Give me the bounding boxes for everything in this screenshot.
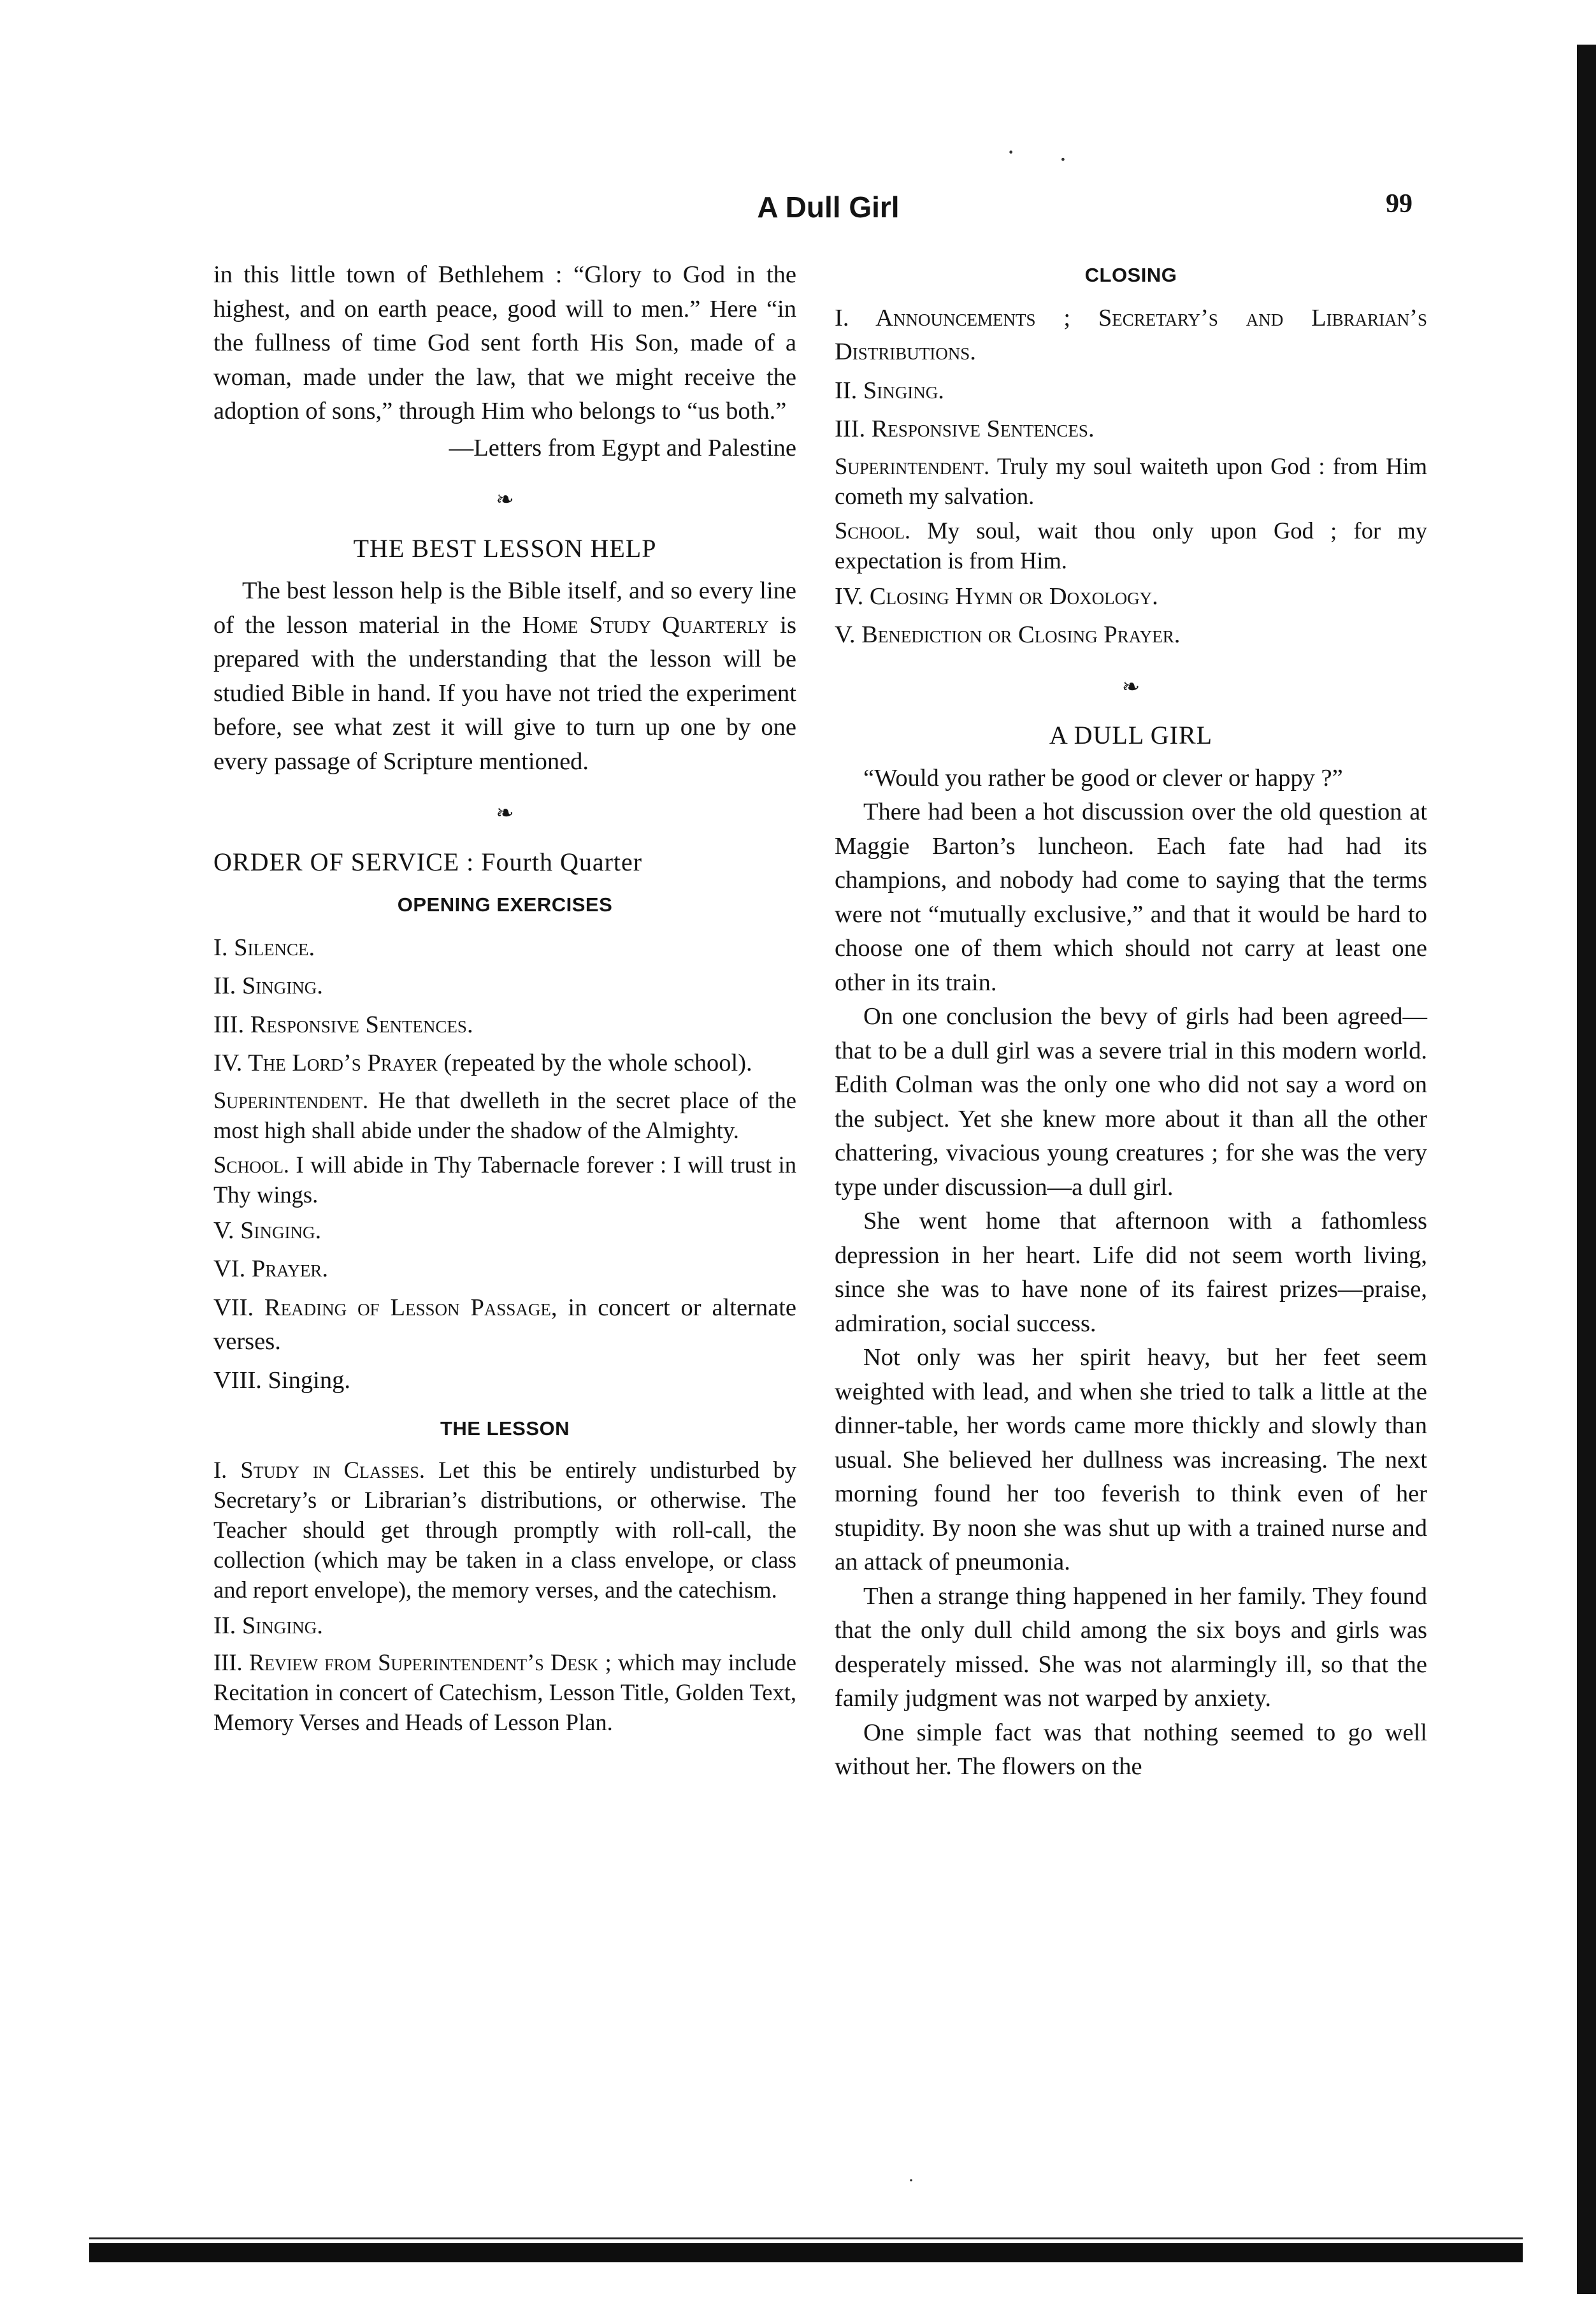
list-item: I. Study in Classes. Let this be entirely undisturbed by Secretary’s or Librarian’s distributions, or otherwise. The Teacher should get through promptly with roll-call, the collection (which may be taken in a class envelope, or class and report envelope), the memory verses, and the catechism. bbox=[213, 1456, 796, 1603]
opening-exercises-title: OPENING EXERCISES bbox=[397, 893, 613, 916]
list-item: V. Singing. bbox=[213, 1217, 322, 1244]
bottom-rule bbox=[89, 2243, 1523, 2262]
left-column bbox=[213, 258, 796, 1742]
story-title: A DULL GIRL bbox=[1049, 721, 1213, 749]
list-item: III. Responsive Sentences. bbox=[835, 415, 1095, 442]
list-item: II. Singing. bbox=[213, 972, 323, 999]
list-item: VIII. Singing. bbox=[213, 1366, 350, 1394]
list-item: V. Benediction or Closing Prayer. bbox=[835, 621, 1181, 648]
order-of-service-title: ORDER OF SERVICE : Fourth Quarter bbox=[213, 847, 643, 876]
page-number: 99 bbox=[1386, 189, 1413, 219]
list-item: I. Silence. bbox=[213, 934, 315, 961]
story-paragraph: She went home that afternoon with a fathomless depression in her heart. Life did not seem worth living, since she was to have none of its fairest prizes—praise, admiration, social success. bbox=[835, 1208, 1427, 1337]
list-item: II. Singing. bbox=[213, 1612, 323, 1639]
story-paragraph: “Would you rather be good or clever or happy ?” bbox=[863, 764, 1343, 791]
bottom-hairline bbox=[89, 2237, 1523, 2239]
scan-edge bbox=[1577, 45, 1596, 2294]
list-item: IV. The Lord’s Prayer (repeated by the whole school). bbox=[213, 1050, 752, 1076]
list-item: IV. Closing Hymn or Doxology. bbox=[835, 582, 1158, 610]
story-paragraph: One simple fact was that nothing seemed to go well without her. The flowers on the bbox=[835, 1719, 1427, 1780]
story-paragraph: On one conclusion the bevy of girls had been agreed—that to be a dull girl was a severe trial in this modern world. Edith Colman was the only one who did not say a word on the subject. Yet she knew more about it than all the other chattering, vivacious young creatures ; for she was the very type under discussion—a dull girl. bbox=[835, 1003, 1427, 1201]
story-paragraph: There had been a hot discussion over the old question at Maggie Barton’s luncheon. Each fate had had its champions, and nobody had come to saying that the terms were not “mutually exclusive,” and that it would be hard to choose one of them which should not carry at least one other in its train. bbox=[835, 798, 1427, 996]
attribution: —Letters from Egypt and Palestine bbox=[449, 434, 796, 461]
story-paragraph: Then a strange thing happened in her family. They found that the only dull child among the six boys and girls was desperately missed. She was not alarmingly ill, so that the family judgment was not warped by anxiety. bbox=[835, 1582, 1427, 1712]
list-item: III. Responsive Sentences. bbox=[213, 1011, 473, 1038]
best-lesson-body: The best lesson help is the Bible itself, and so every line of the lesson material in the Home Study Quarterly is prepared with the understanding that the lesson will be studied Bible in hand. If you have not tried the experiment before, see what zest it will give to turn up one by one every passage of Scripture mentioned. bbox=[213, 577, 796, 775]
the-lesson-title: THE LESSON bbox=[440, 1417, 570, 1440]
section-ornament: ❧ bbox=[1121, 675, 1140, 699]
scan-specks: · . bbox=[1007, 138, 1086, 166]
list-item: VI. Prayer. bbox=[213, 1255, 328, 1282]
school-line: School. My soul, wait thou only upon God ; for my expectation is from Him. bbox=[835, 517, 1427, 574]
right-column bbox=[835, 258, 1427, 1784]
best-lesson-title: THE BEST LESSON HELP bbox=[353, 533, 657, 563]
lesson-list bbox=[213, 1455, 796, 1738]
closing-title: CLOSING bbox=[1084, 264, 1177, 286]
list-item: II. Singing. bbox=[835, 377, 944, 404]
superintendent-line: Superintendent. Truly my soul waiteth upon God : from Him cometh my salvation. bbox=[835, 452, 1427, 509]
running-title: A Dull Girl bbox=[757, 191, 900, 224]
superintendent-line: Superintendent. He that dwelleth in the secret place of the most high shall abide under the shadow of the Almighty. bbox=[213, 1087, 796, 1143]
story-paragraph: Not only was her spirit heavy, but her feet seem weighted with lead, and when she tried to talk a little at the dinner-table, her words came more thickly and slowly than usual. She believed her dullness was increasing. The next morning found her too feverish to think even of her stupidity. By noon she was shut up with a trained nurse and an attack of pneumonia. bbox=[835, 1344, 1427, 1575]
opening-list bbox=[213, 931, 796, 1398]
school-line: School. I will abide in Thy Tabernacle forever : I will trust in Thy wings. bbox=[213, 1151, 796, 1208]
scan-speck: · bbox=[908, 2170, 914, 2191]
list-item: III. Review from Superintendent’s Desk ; which may include Recitation in concert of Catechism, Lesson Title, Golden Text, Memory Verses and Heads of Lesson Plan. bbox=[213, 1649, 796, 1735]
list-item: I. Announcements ; Secretary’s and Librarian’s Distributions. bbox=[835, 304, 1427, 365]
closing-list bbox=[835, 301, 1427, 653]
list-item: VII. Reading of Lesson Passage, in concert or alternate verses. bbox=[213, 1294, 796, 1355]
section-ornament: ❧ bbox=[496, 488, 514, 512]
section-ornament: ❧ bbox=[496, 802, 514, 825]
intro-paragraph: in this little town of Bethlehem : “Glory to God in the highest, and on earth peace, good will to men.” Here “in the fullness of time God sent forth His Son, made of a woman, made under the law, that we might receive the adoption of sons,” through Him who belongs to “us both.” bbox=[213, 261, 796, 424]
